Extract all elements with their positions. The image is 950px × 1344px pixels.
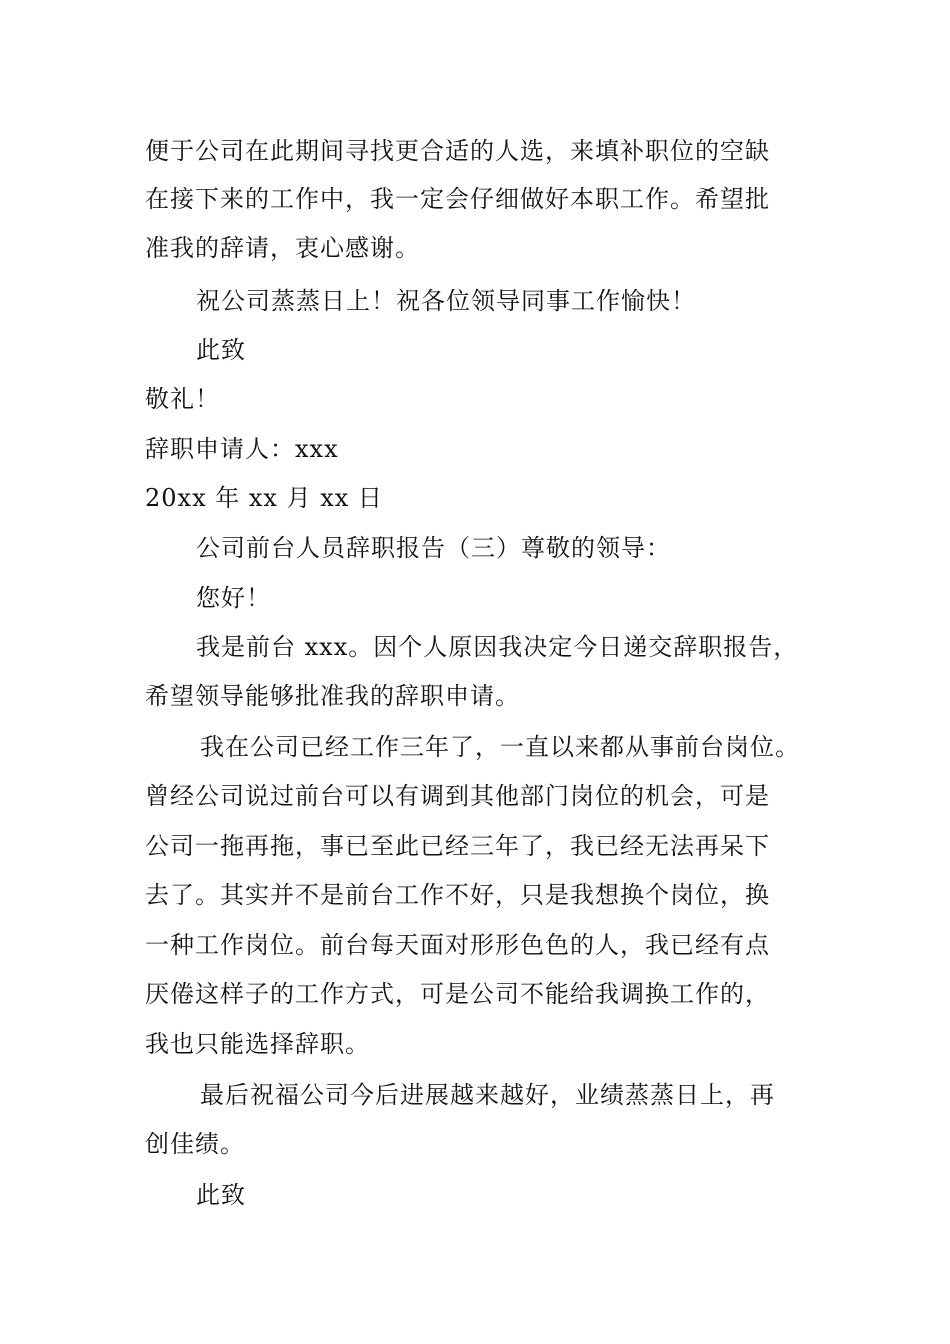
text-line: 曾经公司说过前台可以有调到其他部门岗位的机会，可是: [145, 782, 770, 810]
text-line: 厌倦这样子的工作方式，可是公司不能给我调换工作的，: [145, 980, 770, 1008]
text-line: 希望领导能够批准我的辞职申请。: [145, 682, 520, 710]
text-line: 我也只能选择辞职。: [145, 1030, 370, 1058]
text-line: 祝公司蒸蒸日上！祝各位领导同事工作愉快！: [196, 287, 696, 315]
closing-salutation: 此致: [196, 336, 246, 364]
closing-salutation: 此致: [196, 1181, 246, 1209]
text-line: 公司一拖再拖，事已至此已经三年了，我已经无法再呆下: [145, 832, 770, 860]
text-line: 在接下来的工作中，我一定会仔细做好本职工作。希望批: [145, 185, 770, 213]
text-line: 去了。其实并不是前台工作不好，只是我想换个岗位，换: [145, 881, 770, 909]
applicant-signature: 辞职申请人：xxx: [145, 435, 339, 463]
text-line: 一种工作岗位。前台每天面对形形色色的人，我已经有点: [145, 931, 770, 959]
section-title: 公司前台人员辞职报告（三）尊敬的领导：: [196, 534, 671, 562]
signature-date: 20xx 年 xx 月 xx 日: [145, 484, 383, 512]
text-line: 便于公司在此期间寻找更合适的人选，来填补职位的空缺: [145, 137, 770, 165]
text-line: 最后祝福公司今后进展越来越好，业绩蒸蒸日上，再: [200, 1081, 775, 1109]
greeting: 您好！: [196, 584, 271, 612]
closing-regards: 敬礼！: [145, 385, 220, 413]
text-line: 准我的辞请，衷心感谢。: [145, 234, 420, 262]
text-line: 我是前台 xxx。因个人原因我决定今日递交辞职报告，: [196, 633, 799, 661]
text-line: 我在公司已经工作三年了，一直以来都从事前台岗位。: [200, 733, 800, 761]
text-line: 创佳绩。: [145, 1130, 245, 1158]
